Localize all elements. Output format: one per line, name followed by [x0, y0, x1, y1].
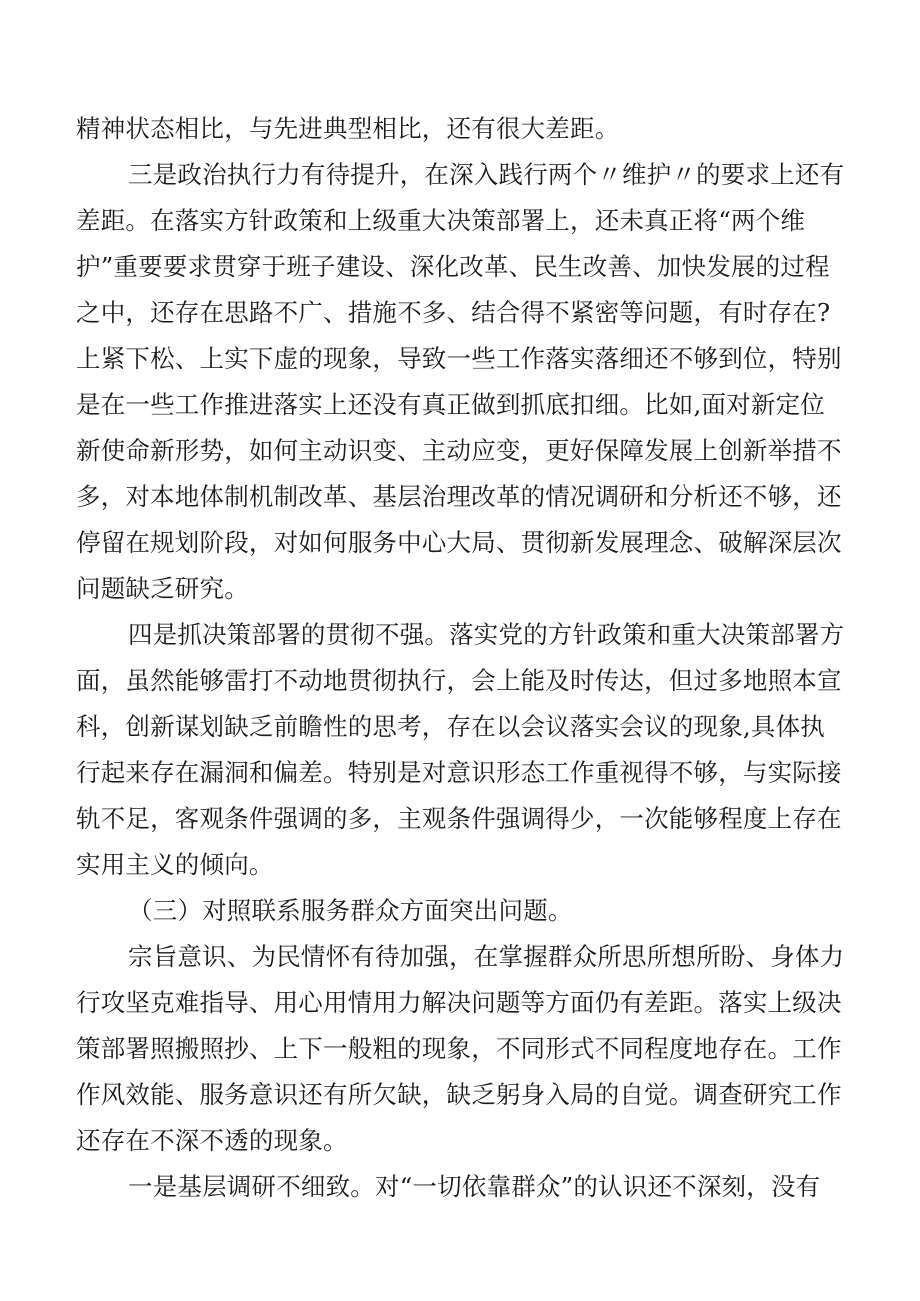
text-line: 停留在规划阶段，对如何服务中心大局、贯彻新发展理念、破解深层次: [76, 528, 842, 557]
text-line: 多，对本地体制机制改革、基层治理改革的情况调研和分析还不够，还: [76, 482, 842, 511]
text-line: 作风效能、服务意识还有所欠缺，缺乏躬身入局的自觉。调查研究工作: [76, 1080, 842, 1109]
text-line: 行攻坚克难指导、用心用情用力解决问题等方面仍有差距。落实上级决: [76, 988, 842, 1017]
text-line: 上紧下松、上实下虚的现象，导致一些工作落实落细还不够到位，特别: [76, 344, 842, 373]
text-line: 轨不足，客观条件强调的多，主观条件强调得少，一次能够程度上存在: [76, 804, 842, 833]
text-line: 差距。在落实方针政策和上级重大决策部署上，还未真正将“两个维: [76, 206, 806, 235]
text-line: 面，虽然能够雷打不动地贯彻执行，会上能及时传达，但过多地照本宣: [76, 666, 842, 695]
text-line: 科，创新谋划缺乏前瞻性的思考，存在以会议落实会议的现象,具体执: [76, 712, 825, 741]
text-line: 精神状态相比，与先进典型相比，还有很大差距。: [76, 114, 620, 143]
paragraph-first-line: 一是基层调研不细致。对“一切依靠群众”的认识还不深刻，没有: [128, 1172, 821, 1201]
section-heading: （三）对照联系服务群众方面突出问题。: [128, 896, 573, 925]
text-line: 护”重要要求贯穿于班子建设、深化改革、民生改善、加快发展的过程: [76, 252, 830, 281]
paragraph-first-line: 宗旨意识、为民情怀有待加强，在掌握群众所思所想所盼、身体力: [128, 942, 845, 971]
text-line: 之中，还存在思路不广、措施不多、结合得不紧密等问题，有时存在?: [76, 298, 831, 327]
text-line: 实用主义的倾向。: [76, 850, 274, 879]
text-line: 行起来存在漏洞和偏差。特别是对意识形态工作重视得不够，与实际接: [76, 758, 842, 787]
text-line: 问题缺乏研究。: [76, 574, 249, 603]
paragraph-first-line: 四是抓决策部署的贯彻不强。落实党的方针政策和重大决策部署方: [128, 620, 845, 649]
text-line: 策部署照搬照抄、上下一般粗的现象，不同形式不同程度地存在。工作: [76, 1034, 842, 1063]
text-line: 新使命新形势，如何主动识变、主动应变，更好保障发展上创新举措不: [76, 436, 842, 465]
paragraph-first-line: 三是政治执行力有待提升，在深入践行两个〃维护〃的要求上还有: [128, 160, 845, 189]
text-line: 是在一些工作推进落实上还没有真正做到抓底扣细。比如,面对新定位: [76, 390, 825, 419]
text-line: 还存在不深不透的现象。: [76, 1126, 348, 1155]
